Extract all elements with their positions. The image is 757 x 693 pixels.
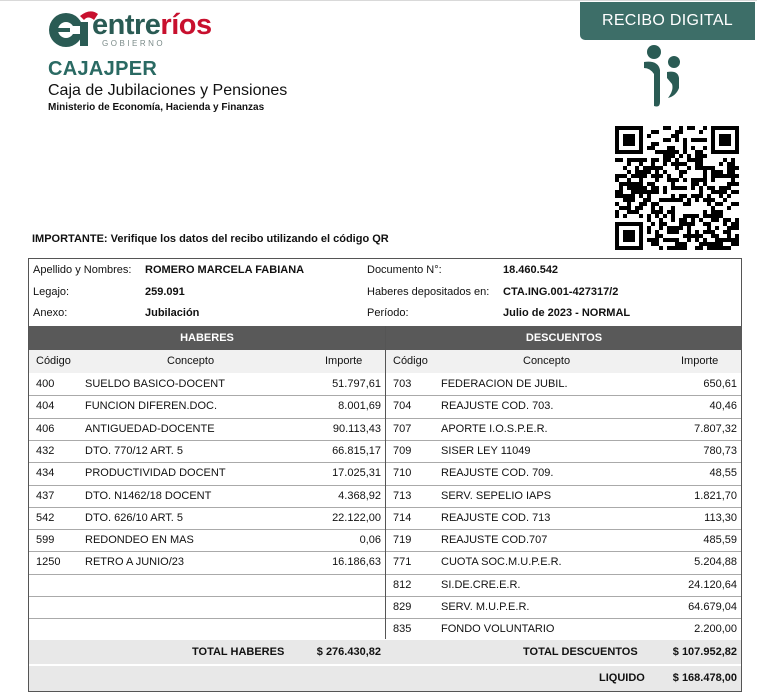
- descuentos-importe: 780,73: [703, 444, 737, 457]
- nombre-value: ROMERO MARCELA FABIANA: [145, 264, 305, 276]
- descuentos-codigo: 713: [393, 489, 412, 502]
- descuentos-importe: 113,30: [704, 511, 737, 524]
- descuentos-concepto: REAJUSTE COD. 713: [441, 511, 551, 524]
- legajo-label: Legajo:: [33, 286, 70, 298]
- descuentos-concepto: CUOTA SOC.M.U.P.E.R.: [441, 556, 562, 569]
- anexo-value: Jubilación: [145, 307, 200, 319]
- total-haberes-value: $ 276.430,82: [316, 646, 381, 658]
- brand-wordmark: entreríos: [92, 9, 212, 41]
- haberes-codigo: 434: [36, 467, 55, 480]
- org-full-name: Caja de Jubilaciones y Pensiones: [48, 82, 288, 99]
- haberes-importe: 51.797,61: [332, 378, 381, 390]
- top-border: [0, 0, 757, 1]
- descuentos-header: DESCUENTOS: [386, 326, 742, 350]
- descuentos-codigo: 709: [393, 444, 412, 457]
- descuentos-importe: 485,59: [703, 534, 737, 547]
- haberes-codigo: 432: [36, 444, 55, 457]
- haberes-codigo-header: Código: [36, 355, 71, 367]
- haberes-concepto: REDONDEO EN MAS: [85, 534, 194, 547]
- descuentos-concepto: FONDO VOLUNTARIO: [441, 623, 555, 636]
- haberes-importe: 4.368,92: [338, 489, 381, 502]
- haberes-header: HABERES: [29, 326, 385, 350]
- liquido-label: LIQUIDO: [599, 672, 645, 684]
- legajo-value: 259.091: [145, 286, 185, 298]
- anexo-label: Anexo:: [33, 307, 68, 319]
- descuentos-concepto-header: Concepto: [523, 355, 571, 367]
- descuentos-importe: 40,46: [709, 400, 737, 413]
- descuentos-concepto: SERV. SEPELIO IAPS: [441, 489, 552, 502]
- haberes-codigo: 400: [36, 378, 55, 390]
- haberes-importe: 22.122,00: [332, 511, 381, 524]
- column-divider: [385, 326, 386, 639]
- descuentos-codigo: 829: [393, 601, 412, 613]
- haberes-concepto: PRODUCTIVIDAD DOCENT: [85, 467, 226, 480]
- ministry-name: Ministerio de Economía, Hacienda y Finanzas: [48, 102, 265, 113]
- nombre-label: Apellido y Nombres:: [33, 264, 132, 276]
- haberes-concepto: RETRO A JUNIO/23: [85, 556, 185, 569]
- haberes-codigo: 1250: [36, 556, 61, 569]
- receipt-table: [28, 258, 742, 692]
- haberes-importe: 16.186,63: [332, 556, 381, 569]
- descuentos-importe: 7.807,32: [694, 422, 737, 435]
- haberes-concepto: ANTIGUEDAD-DOCENTE: [85, 422, 215, 435]
- descuentos-codigo: 703: [393, 378, 412, 390]
- descuentos-codigo: 714: [393, 511, 412, 524]
- haberes-concepto: DTO. 626/10 ART. 5: [85, 511, 184, 524]
- haberes-concepto: SUELDO BASICO-DOCENT: [85, 378, 225, 390]
- documento-label: Documento N°:: [367, 264, 442, 276]
- descuentos-importe: 2.200,00: [694, 623, 737, 636]
- haberes-concepto-header: Concepto: [167, 355, 215, 367]
- descuentos-codigo: 707: [393, 422, 412, 435]
- total-descuentos-label: TOTAL DESCUENTOS: [523, 646, 638, 658]
- org-short-name: CAJAJPER: [48, 58, 158, 80]
- haberes-concepto: DTO. 770/12 ART. 5: [85, 444, 184, 457]
- haberes-importe: 66.815,17: [332, 444, 381, 457]
- descuentos-codigo: 771: [393, 556, 412, 569]
- verification-notice: IMPORTANTE: Verifique los datos del recibo utilizando el código QR: [32, 233, 389, 245]
- haberes-codigo: 599: [36, 534, 55, 547]
- descuentos-codigo: 710: [393, 467, 412, 480]
- descuentos-importe: 48,55: [709, 467, 737, 480]
- qr-code: [615, 126, 739, 250]
- haberes-dep-value: CTA.ING.001-427317/2: [503, 286, 619, 298]
- descuentos-codigo: 704: [393, 400, 412, 413]
- descuentos-importe: 650,61: [703, 378, 737, 390]
- descuentos-codigo: 835: [393, 623, 412, 636]
- recibo-digital-badge: RECIBO DIGITAL: [580, 2, 755, 40]
- descuentos-importe: 24.120,64: [688, 578, 737, 591]
- cajajper-figures-icon: [640, 44, 690, 110]
- descuentos-codigo-header: Código: [393, 355, 428, 367]
- total-descuentos-value: $ 107.952,82: [672, 646, 737, 658]
- haberes-importe: 90.113,43: [332, 422, 381, 435]
- descuentos-concepto: REAJUSTE COD.707: [441, 534, 548, 547]
- descuentos-concepto: REAJUSTE COD. 709.: [441, 467, 554, 480]
- descuentos-concepto: REAJUSTE COD. 703.: [441, 400, 554, 413]
- documento-value: 18.460.542: [503, 264, 559, 276]
- descuentos-codigo: 719: [393, 534, 412, 547]
- haberes-codigo: 542: [36, 511, 55, 524]
- total-haberes-label: TOTAL HABERES: [192, 646, 285, 658]
- periodo-label: Período:: [367, 307, 409, 319]
- descuentos-concepto: SERV. M.U.P.E.R.: [441, 601, 530, 613]
- descuentos-importe: 64.679,04: [688, 601, 737, 613]
- haberes-importe-header: Importe: [325, 355, 363, 367]
- descuentos-concepto: SI.DE.CRE.E.R.: [441, 578, 521, 591]
- brand-subtitle: GOBIERNO: [102, 39, 166, 48]
- liquido-value: $ 168.478,00: [672, 672, 737, 684]
- haberes-codigo: 406: [36, 422, 55, 435]
- haberes-codigo: 404: [36, 400, 55, 413]
- haberes-dep-label: Haberes depositados en:: [367, 286, 490, 298]
- descuentos-concepto: APORTE I.O.S.P.E.R.: [441, 422, 548, 435]
- haberes-importe: 17.025,31: [332, 467, 381, 480]
- descuentos-importe-header: Importe: [681, 355, 719, 367]
- descuentos-codigo: 812: [393, 578, 412, 591]
- descuentos-importe: 1.821,70: [694, 489, 737, 502]
- descuentos-concepto: FEDERACION DE JUBIL.: [441, 378, 568, 390]
- periodo-value: Julio de 2023 - NORMAL: [503, 307, 631, 319]
- haberes-concepto: DTO. N1462/18 DOCENT: [85, 489, 212, 502]
- descuentos-concepto: SISER LEY 11049: [441, 444, 531, 457]
- haberes-concepto: FUNCION DIFEREN.DOC.: [85, 400, 217, 413]
- haberes-importe: 0,06: [359, 534, 381, 547]
- descuentos-importe: 5.204,88: [694, 556, 737, 569]
- haberes-importe: 8.001,69: [338, 400, 381, 413]
- haberes-codigo: 437: [36, 489, 55, 502]
